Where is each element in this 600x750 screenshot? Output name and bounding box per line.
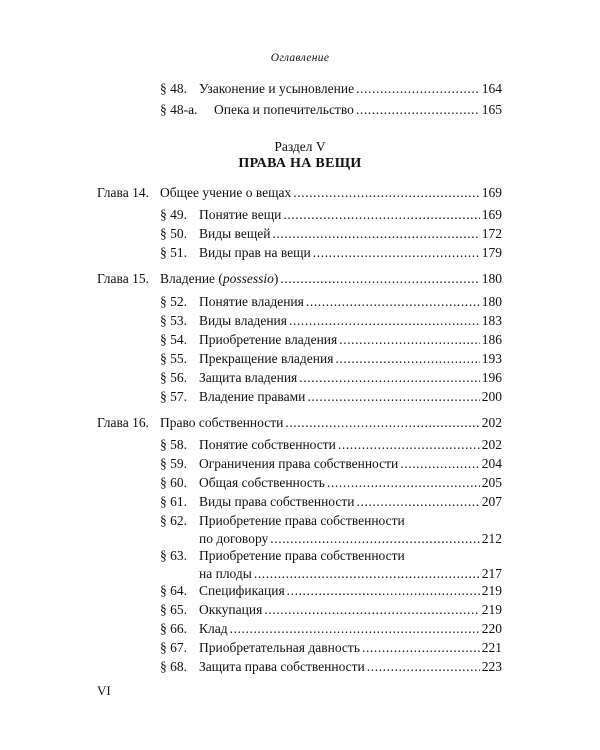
page-number: 205 [481,475,502,490]
dot-leader [270,530,479,548]
toc-entry-63[interactable] [0,547,600,585]
dot-leader [335,350,479,368]
dot-leader [307,388,479,406]
page-number: 169 [481,185,502,200]
dot-leader [356,101,480,119]
entry-title: Приобретательная давность [199,640,360,655]
page-number: 193 [481,351,502,366]
entry-number: § 63. [160,548,187,563]
section-label: Раздел V [274,139,326,154]
dot-leader [313,244,480,262]
page-number: 202 [481,437,502,452]
entry-number: § 58. [160,437,187,452]
page-number: 202 [481,415,502,430]
page-number: 165 [481,102,502,117]
entry-title: Прекращение владения [199,351,334,366]
entry-title: Приобретение владения [199,332,338,347]
dot-leader [272,225,479,243]
entry-title: Понятие собственности [199,437,336,452]
page-number: 223 [481,659,502,674]
page-number: 179 [481,245,502,260]
entry-title: Виды прав на вещи [199,245,311,260]
entry-title: Владение правами [199,389,306,404]
chapter-title: Право собственности [160,415,284,430]
chapter-label: Глава 16. [97,415,149,430]
section-title: ПРАВА НА ВЕЩИ [238,156,362,171]
page-number: 220 [481,621,502,636]
entry-number: § 52. [160,294,187,309]
chapter-title: Общее учение о вещах [160,185,292,200]
entry-title: Виды права собственности [199,494,355,509]
entry-number: § 64. [160,583,187,598]
page-number: 219 [481,602,502,617]
dot-leader [283,206,479,224]
dot-leader [289,312,480,330]
entry-number: § 66. [160,621,187,636]
entry-title-line2: по договору [199,531,269,546]
entry-title: Клад [199,621,228,636]
dot-leader [264,601,479,619]
page-folio: VI [97,683,111,698]
dot-leader [285,414,479,432]
chapter-label: Глава 15. [97,271,149,286]
page-number: 217 [481,566,502,581]
entry-title: Спецификация [199,583,285,598]
entry-number: § 68. [160,659,187,674]
entry-number: § 57. [160,389,187,404]
entry-number: § 50. [160,226,187,241]
dot-leader [230,620,480,638]
page-number: 221 [481,640,502,655]
dot-leader [367,658,480,676]
page-number: 219 [481,583,502,598]
dot-leader [356,80,480,98]
page-number: 200 [481,389,502,404]
entry-title: Узаконение и усыновление [199,81,355,96]
entry-title: Оккупация [199,602,263,617]
entry-number: § 62. [160,513,187,528]
page-number: 180 [481,271,502,286]
running-head: Оглавление [270,52,330,64]
entry-number: § 59. [160,456,187,471]
entry-number: § 56. [160,370,187,385]
entry-number: § 60. [160,475,187,490]
dot-leader [400,455,479,473]
page-number: 164 [481,81,502,96]
entry-title: Виды владения [199,313,287,328]
page-number: 172 [481,226,502,241]
entry-title-line1: Приобретение права собственности [199,513,405,528]
entry-number: § 67. [160,640,187,655]
entry-title: Защита владения [199,370,298,385]
dot-leader [280,270,479,288]
dot-leader [338,436,480,454]
entry-title: Виды вещей [199,226,271,241]
dot-leader [287,582,480,600]
dot-leader [362,639,480,657]
chapter-title: Владение (possessio) [160,271,279,286]
page-number: 207 [481,494,502,509]
entry-title: Защита права собственности [199,659,365,674]
dot-leader [299,369,479,387]
dot-leader [306,293,480,311]
page-number: 183 [481,313,502,328]
entry-number: § 49. [160,207,187,222]
entry-title: Ограничения права собственности [199,456,399,471]
page-number: 186 [481,332,502,347]
dot-leader [339,331,480,349]
chapter-label: Глава 14. [97,185,149,200]
page-number: 212 [481,531,502,546]
dot-leader [293,184,479,202]
dot-leader [327,474,480,492]
dot-leader [254,565,480,583]
entry-title: Опека и попечительство [214,102,354,117]
entry-title: Общая собственность [199,475,325,490]
entry-number: § 51. [160,245,187,260]
entry-number: § 61. [160,494,187,509]
page-number: 196 [481,370,502,385]
entry-title: Понятие вещи [199,207,282,222]
page-number: 169 [481,207,502,222]
dot-leader [357,493,480,511]
page-number: 204 [481,456,502,471]
toc-entry-62[interactable] [0,512,600,550]
entry-title-line1: Приобретение права собственности [199,548,405,563]
entry-number: § 48-а. [160,102,198,117]
page-number: 180 [481,294,502,309]
entry-number: § 54. [160,332,187,347]
entry-title-line2: на плоды [199,566,252,581]
entry-number: § 48. [160,81,187,96]
entry-title: Понятие владения [199,294,304,309]
entry-number: § 53. [160,313,187,328]
entry-number: § 65. [160,602,187,617]
entry-number: § 55. [160,351,187,366]
